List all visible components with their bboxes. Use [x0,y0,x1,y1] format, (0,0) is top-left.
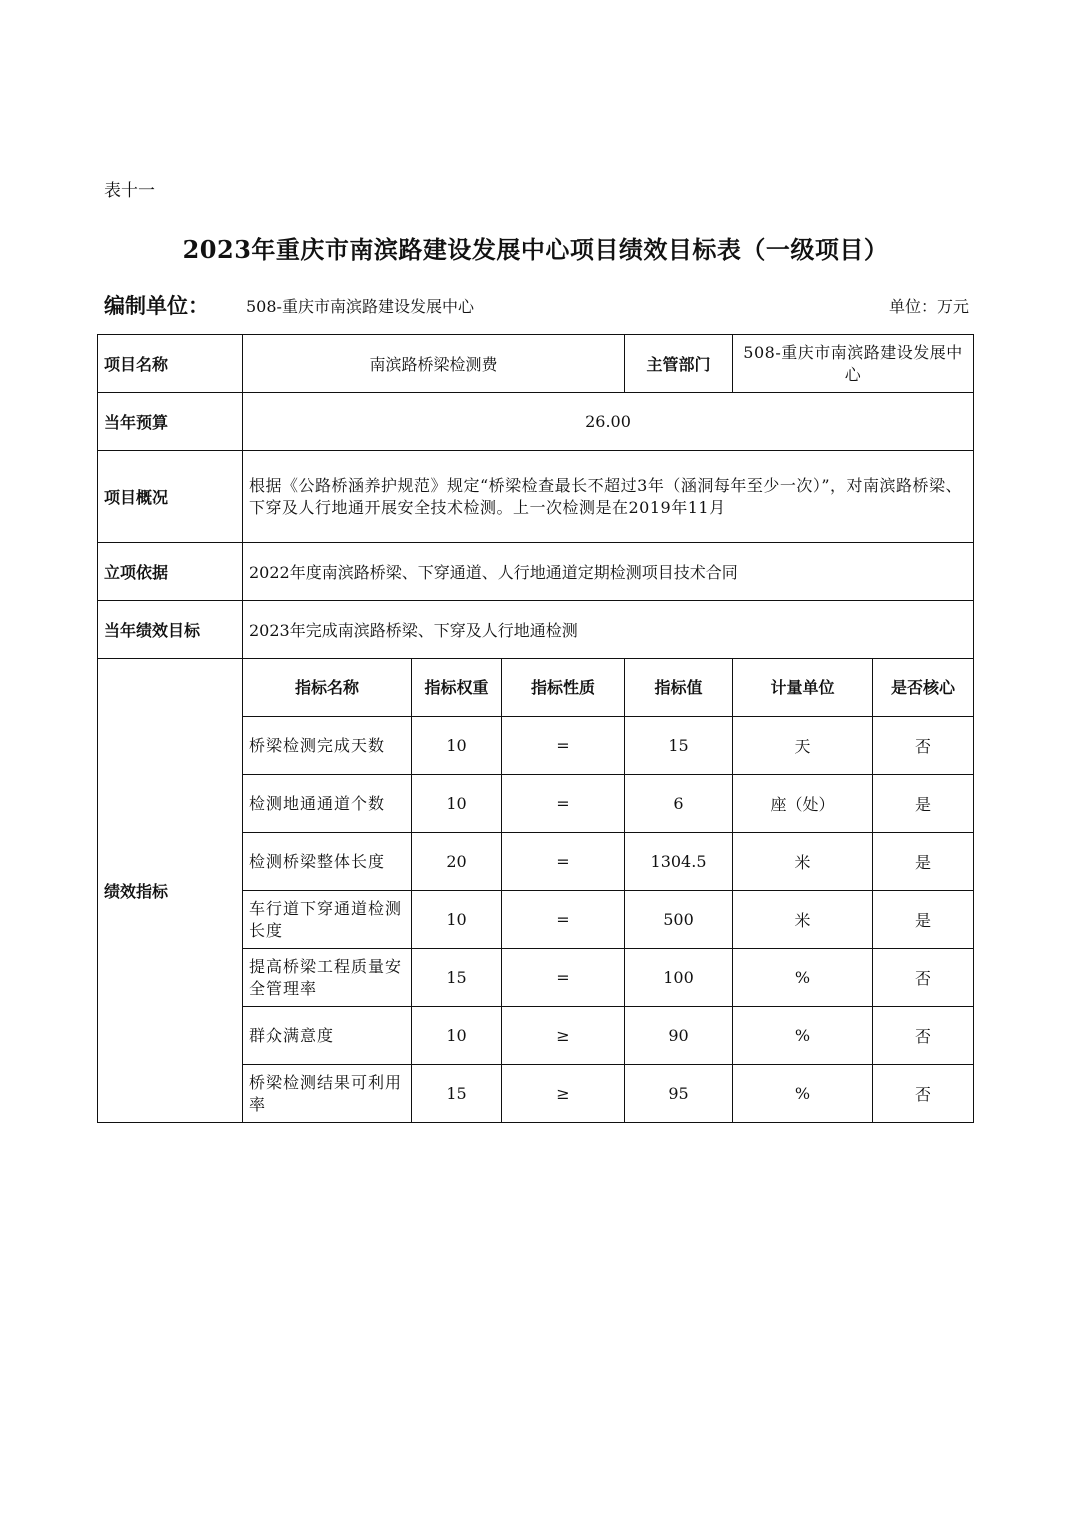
indicator-unit: 天 [733,717,873,775]
unit-label: 单位：万元 [888,297,969,316]
indicator-name: 车行道下穿通道检测长度 [243,891,412,949]
indicator-core: 否 [873,949,974,1007]
indicator-core: 否 [873,1065,974,1123]
indicator-header-row [98,659,974,717]
indicator-value: 6 [625,775,733,833]
indicator-weight: 10 [412,891,502,949]
table-label: 表十一 [104,181,155,201]
header-indicator-nature: 指标性质 [502,659,625,717]
indicator-name: 桥梁检测结果可利用率 [243,1065,412,1123]
indicator-name: 检测桥梁整体长度 [243,833,412,891]
indicator-name: 桥梁检测完成天数 [243,717,412,775]
header-measure-unit: 计量单位 [733,659,873,717]
header-is-core: 是否核心 [873,659,974,717]
indicator-weight: 10 [412,775,502,833]
indicator-weight: 10 [412,1007,502,1065]
project-name-row [98,335,974,393]
page-title: 2023年重庆市南滨路建设发展中心项目绩效目标表（一级项目） [182,235,889,264]
indicator-name: 提高桥梁工程质量安全管理率 [243,949,412,1007]
indicator-core: 否 [873,1007,974,1065]
indicator-unit: % [733,1007,873,1065]
indicator-name: 检测地通通道个数 [243,775,412,833]
indicator-nature: ≥ [502,1007,625,1065]
indicator-nature: = [502,891,625,949]
indicator-nature: = [502,717,625,775]
indicator-unit: 米 [733,833,873,891]
indicator-value: 1304.5 [625,833,733,891]
budget-row [98,393,974,451]
indicator-value: 15 [625,717,733,775]
basis-label: 立项依据 [98,543,243,601]
indicators-label: 绩效指标 [98,659,243,1123]
basis-value: 2022年度南滨路桥梁、下穿通道、人行地通道定期检测项目技术合同 [243,543,974,601]
project-name-label: 项目名称 [98,335,243,393]
indicator-unit: 座（处） [733,775,873,833]
overview-label: 项目概况 [98,451,243,543]
indicator-nature: = [502,775,625,833]
goal-row [98,601,974,659]
indicator-unit: % [733,1065,873,1123]
indicator-value: 95 [625,1065,733,1123]
budget-value: 26.00 [243,393,974,451]
budget-label: 当年预算 [98,393,243,451]
overview-value: 根据《公路桥涵养护规范》规定“桥梁检查最长不超过3年（涵洞每年至少一次）”，对南滨路桥梁、下穿及人行地通开展安全技术检测。上一次检测是在2019年11月 [243,451,974,543]
header-indicator-value: 指标值 [625,659,733,717]
indicator-nature: ≥ [502,1065,625,1123]
indicator-weight: 15 [412,949,502,1007]
indicator-core: 是 [873,891,974,949]
indicator-name: 群众满意度 [243,1007,412,1065]
project-name-value: 南滨路桥梁检测费 [243,335,625,393]
indicator-core: 否 [873,717,974,775]
department-label: 主管部门 [625,335,733,393]
indicator-weight: 10 [412,717,502,775]
basis-row [98,543,974,601]
performance-table [97,334,974,1123]
indicator-value: 100 [625,949,733,1007]
indicator-weight: 15 [412,1065,502,1123]
indicator-value: 500 [625,891,733,949]
indicator-nature: = [502,949,625,1007]
indicator-core: 是 [873,775,974,833]
indicator-unit: % [733,949,873,1007]
meta-row [98,290,973,318]
department-value: 508-重庆市南滨路建设发展中心 [733,335,974,393]
goal-label: 当年绩效目标 [98,601,243,659]
org-label: 编制单位： [104,293,209,318]
indicator-weight: 20 [412,833,502,891]
overview-row [98,451,974,543]
indicator-unit: 米 [733,891,873,949]
indicator-value: 90 [625,1007,733,1065]
header-indicator-name: 指标名称 [243,659,412,717]
org-value: 508-重庆市南滨路建设发展中心 [246,297,474,316]
indicator-nature: = [502,833,625,891]
indicator-core: 是 [873,833,974,891]
header-indicator-weight: 指标权重 [412,659,502,717]
goal-value: 2023年完成南滨路桥梁、下穿及人行地通检测 [243,601,974,659]
